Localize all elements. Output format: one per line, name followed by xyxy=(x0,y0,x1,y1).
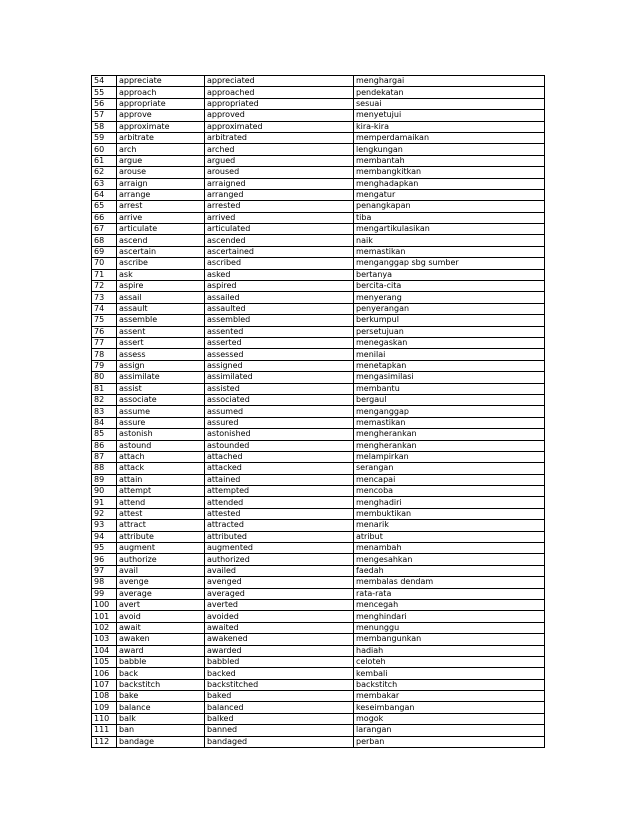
past-form-cell: authorized xyxy=(205,554,354,565)
past-form-cell: assisted xyxy=(205,383,354,394)
past-form-cell: averaged xyxy=(205,588,354,599)
meaning-cell: menghargai xyxy=(354,76,545,87)
row-number-cell: 107 xyxy=(92,679,117,690)
table-row xyxy=(92,372,545,383)
base-form-cell: attract xyxy=(117,520,205,531)
past-form-cell: assured xyxy=(205,417,354,428)
meaning-cell: bercita-cita xyxy=(354,281,545,292)
meaning-cell: hadiah xyxy=(354,645,545,656)
table-row xyxy=(92,201,545,212)
row-number-cell: 99 xyxy=(92,588,117,599)
base-form-cell: avert xyxy=(117,599,205,610)
row-number-cell: 101 xyxy=(92,611,117,622)
past-form-cell: arranged xyxy=(205,189,354,200)
base-form-cell: assess xyxy=(117,349,205,360)
row-number-cell: 61 xyxy=(92,155,117,166)
table-row xyxy=(92,691,545,702)
row-number-cell: 64 xyxy=(92,189,117,200)
base-form-cell: associate xyxy=(117,394,205,405)
past-form-cell: arraigned xyxy=(205,178,354,189)
base-form-cell: approach xyxy=(117,87,205,98)
row-number-cell: 90 xyxy=(92,486,117,497)
base-form-cell: avail xyxy=(117,565,205,576)
meaning-cell: menghadiri xyxy=(354,497,545,508)
meaning-cell: menghadapkan xyxy=(354,178,545,189)
row-number-cell: 108 xyxy=(92,691,117,702)
table-row xyxy=(92,110,545,121)
base-form-cell: attach xyxy=(117,451,205,462)
meaning-cell: membalas dendam xyxy=(354,577,545,588)
meaning-cell: naik xyxy=(354,235,545,246)
table-row xyxy=(92,736,545,747)
meaning-cell: keseimbangan xyxy=(354,702,545,713)
meaning-cell: bertanya xyxy=(354,269,545,280)
row-number-cell: 78 xyxy=(92,349,117,360)
row-number-cell: 80 xyxy=(92,372,117,383)
table-row xyxy=(92,531,545,542)
table-row xyxy=(92,622,545,633)
past-form-cell: awaited xyxy=(205,622,354,633)
past-form-cell: assented xyxy=(205,326,354,337)
base-form-cell: assent xyxy=(117,326,205,337)
base-form-cell: ascribe xyxy=(117,258,205,269)
row-number-cell: 59 xyxy=(92,132,117,143)
table-row xyxy=(92,725,545,736)
past-form-cell: awakened xyxy=(205,634,354,645)
row-number-cell: 86 xyxy=(92,440,117,451)
base-form-cell: arrive xyxy=(117,212,205,223)
row-number-cell: 103 xyxy=(92,634,117,645)
meaning-cell: mengherankan xyxy=(354,429,545,440)
past-form-cell: arrived xyxy=(205,212,354,223)
meaning-cell: melampirkan xyxy=(354,451,545,462)
past-form-cell: arched xyxy=(205,144,354,155)
meaning-cell: menilai xyxy=(354,349,545,360)
row-number-cell: 91 xyxy=(92,497,117,508)
table-row xyxy=(92,258,545,269)
meaning-cell: perban xyxy=(354,736,545,747)
meaning-cell: lengkungan xyxy=(354,144,545,155)
meaning-cell: menunggu xyxy=(354,622,545,633)
past-form-cell: backstitched xyxy=(205,679,354,690)
row-number-cell: 72 xyxy=(92,281,117,292)
base-form-cell: backstitch xyxy=(117,679,205,690)
base-form-cell: aspire xyxy=(117,281,205,292)
meaning-cell: menegaskan xyxy=(354,337,545,348)
past-form-cell: backed xyxy=(205,668,354,679)
table-row xyxy=(92,178,545,189)
meaning-cell: atribut xyxy=(354,531,545,542)
row-number-cell: 85 xyxy=(92,429,117,440)
past-form-cell: ascribed xyxy=(205,258,354,269)
base-form-cell: attribute xyxy=(117,531,205,542)
past-form-cell: bandaged xyxy=(205,736,354,747)
table-row xyxy=(92,497,545,508)
base-form-cell: approximate xyxy=(117,121,205,132)
meaning-cell: mencapai xyxy=(354,474,545,485)
table-row xyxy=(92,679,545,690)
table-row xyxy=(92,554,545,565)
row-number-cell: 66 xyxy=(92,212,117,223)
base-form-cell: augment xyxy=(117,543,205,554)
row-number-cell: 94 xyxy=(92,531,117,542)
past-form-cell: astonished xyxy=(205,429,354,440)
row-number-cell: 106 xyxy=(92,668,117,679)
meaning-cell: pendekatan xyxy=(354,87,545,98)
row-number-cell: 102 xyxy=(92,622,117,633)
row-number-cell: 98 xyxy=(92,577,117,588)
base-form-cell: appropriate xyxy=(117,98,205,109)
meaning-cell: menetapkan xyxy=(354,360,545,371)
verb-table-body xyxy=(92,76,545,748)
past-form-cell: assessed xyxy=(205,349,354,360)
base-form-cell: assume xyxy=(117,406,205,417)
row-number-cell: 79 xyxy=(92,360,117,371)
past-form-cell: aroused xyxy=(205,167,354,178)
base-form-cell: balk xyxy=(117,713,205,724)
meaning-cell: larangan xyxy=(354,725,545,736)
meaning-cell: membantah xyxy=(354,155,545,166)
table-row xyxy=(92,429,545,440)
past-form-cell: attributed xyxy=(205,531,354,542)
table-row xyxy=(92,167,545,178)
table-row xyxy=(92,702,545,713)
table-row xyxy=(92,611,545,622)
past-form-cell: ascertained xyxy=(205,246,354,257)
table-row xyxy=(92,189,545,200)
past-form-cell: attended xyxy=(205,497,354,508)
base-form-cell: ban xyxy=(117,725,205,736)
base-form-cell: babble xyxy=(117,656,205,667)
row-number-cell: 88 xyxy=(92,463,117,474)
base-form-cell: assemble xyxy=(117,315,205,326)
past-form-cell: balked xyxy=(205,713,354,724)
table-row xyxy=(92,98,545,109)
meaning-cell: memastikan xyxy=(354,246,545,257)
base-form-cell: award xyxy=(117,645,205,656)
past-form-cell: associated xyxy=(205,394,354,405)
past-form-cell: argued xyxy=(205,155,354,166)
table-row xyxy=(92,508,545,519)
row-number-cell: 71 xyxy=(92,269,117,280)
base-form-cell: articulate xyxy=(117,224,205,235)
table-row xyxy=(92,269,545,280)
base-form-cell: assure xyxy=(117,417,205,428)
past-form-cell: attempted xyxy=(205,486,354,497)
base-form-cell: assail xyxy=(117,292,205,303)
table-row xyxy=(92,668,545,679)
row-number-cell: 60 xyxy=(92,144,117,155)
past-form-cell: babbled xyxy=(205,656,354,667)
past-form-cell: avoided xyxy=(205,611,354,622)
past-form-cell: attracted xyxy=(205,520,354,531)
past-form-cell: assumed xyxy=(205,406,354,417)
row-number-cell: 68 xyxy=(92,235,117,246)
table-row xyxy=(92,440,545,451)
base-form-cell: approve xyxy=(117,110,205,121)
row-number-cell: 73 xyxy=(92,292,117,303)
table-row xyxy=(92,235,545,246)
row-number-cell: 95 xyxy=(92,543,117,554)
table-row xyxy=(92,132,545,143)
base-form-cell: argue xyxy=(117,155,205,166)
row-number-cell: 89 xyxy=(92,474,117,485)
base-form-cell: arraign xyxy=(117,178,205,189)
past-form-cell: approximated xyxy=(205,121,354,132)
table-row xyxy=(92,212,545,223)
base-form-cell: astound xyxy=(117,440,205,451)
table-row xyxy=(92,543,545,554)
base-form-cell: assist xyxy=(117,383,205,394)
table-row xyxy=(92,656,545,667)
meaning-cell: faedah xyxy=(354,565,545,576)
row-number-cell: 77 xyxy=(92,337,117,348)
row-number-cell: 62 xyxy=(92,167,117,178)
meaning-cell: menyetujui xyxy=(354,110,545,121)
meaning-cell: memastikan xyxy=(354,417,545,428)
base-form-cell: balance xyxy=(117,702,205,713)
meaning-cell: membuktikan xyxy=(354,508,545,519)
row-number-cell: 81 xyxy=(92,383,117,394)
row-number-cell: 82 xyxy=(92,394,117,405)
base-form-cell: assert xyxy=(117,337,205,348)
past-form-cell: assigned xyxy=(205,360,354,371)
row-number-cell: 110 xyxy=(92,713,117,724)
past-form-cell: arrested xyxy=(205,201,354,212)
row-number-cell: 93 xyxy=(92,520,117,531)
base-form-cell: bake xyxy=(117,691,205,702)
meaning-cell: serangan xyxy=(354,463,545,474)
table-row xyxy=(92,155,545,166)
base-form-cell: back xyxy=(117,668,205,679)
meaning-cell: mengatur xyxy=(354,189,545,200)
base-form-cell: attempt xyxy=(117,486,205,497)
table-row xyxy=(92,87,545,98)
past-form-cell: astounded xyxy=(205,440,354,451)
table-row xyxy=(92,520,545,531)
base-form-cell: arrest xyxy=(117,201,205,212)
meaning-cell: tiba xyxy=(354,212,545,223)
base-form-cell: authorize xyxy=(117,554,205,565)
row-number-cell: 54 xyxy=(92,76,117,87)
meaning-cell: berkumpul xyxy=(354,315,545,326)
past-form-cell: banned xyxy=(205,725,354,736)
row-number-cell: 63 xyxy=(92,178,117,189)
past-form-cell: balanced xyxy=(205,702,354,713)
base-form-cell: ascertain xyxy=(117,246,205,257)
table-row xyxy=(92,349,545,360)
table-row xyxy=(92,76,545,87)
base-form-cell: avoid xyxy=(117,611,205,622)
meaning-cell: sesuai xyxy=(354,98,545,109)
meaning-cell: membakar xyxy=(354,691,545,702)
row-number-cell: 70 xyxy=(92,258,117,269)
base-form-cell: assign xyxy=(117,360,205,371)
row-number-cell: 76 xyxy=(92,326,117,337)
row-number-cell: 84 xyxy=(92,417,117,428)
meaning-cell: memperdamaikan xyxy=(354,132,545,143)
base-form-cell: arch xyxy=(117,144,205,155)
row-number-cell: 65 xyxy=(92,201,117,212)
meaning-cell: menganggap xyxy=(354,406,545,417)
row-number-cell: 83 xyxy=(92,406,117,417)
table-row xyxy=(92,144,545,155)
meaning-cell: menyerang xyxy=(354,292,545,303)
base-form-cell: arbitrate xyxy=(117,132,205,143)
table-row xyxy=(92,599,545,610)
row-number-cell: 109 xyxy=(92,702,117,713)
table-row xyxy=(92,588,545,599)
base-form-cell: ascend xyxy=(117,235,205,246)
meaning-cell: mengartikulasikan xyxy=(354,224,545,235)
meaning-cell: penyerangan xyxy=(354,303,545,314)
row-number-cell: 97 xyxy=(92,565,117,576)
row-number-cell: 92 xyxy=(92,508,117,519)
past-form-cell: attached xyxy=(205,451,354,462)
past-form-cell: assaulted xyxy=(205,303,354,314)
past-form-cell: approved xyxy=(205,110,354,121)
row-number-cell: 104 xyxy=(92,645,117,656)
table-row xyxy=(92,406,545,417)
table-row xyxy=(92,474,545,485)
row-number-cell: 57 xyxy=(92,110,117,121)
meaning-cell: membangkitkan xyxy=(354,167,545,178)
table-row xyxy=(92,224,545,235)
meaning-cell: mengasimilasi xyxy=(354,372,545,383)
base-form-cell: await xyxy=(117,622,205,633)
base-form-cell: bandage xyxy=(117,736,205,747)
past-form-cell: averted xyxy=(205,599,354,610)
base-form-cell: attest xyxy=(117,508,205,519)
table-row xyxy=(92,577,545,588)
meaning-cell: membantu xyxy=(354,383,545,394)
past-form-cell: articulated xyxy=(205,224,354,235)
table-row xyxy=(92,383,545,394)
meaning-cell: mencoba xyxy=(354,486,545,497)
meaning-cell: mengesahkan xyxy=(354,554,545,565)
table-row xyxy=(92,645,545,656)
past-form-cell: availed xyxy=(205,565,354,576)
row-number-cell: 112 xyxy=(92,736,117,747)
row-number-cell: 87 xyxy=(92,451,117,462)
meaning-cell: mogok xyxy=(354,713,545,724)
meaning-cell: celoteh xyxy=(354,656,545,667)
base-form-cell: appreciate xyxy=(117,76,205,87)
row-number-cell: 100 xyxy=(92,599,117,610)
meaning-cell: penangkapan xyxy=(354,201,545,212)
table-row xyxy=(92,315,545,326)
meaning-cell: bergaul xyxy=(354,394,545,405)
row-number-cell: 75 xyxy=(92,315,117,326)
past-form-cell: attacked xyxy=(205,463,354,474)
table-row xyxy=(92,634,545,645)
base-form-cell: assault xyxy=(117,303,205,314)
table-row xyxy=(92,565,545,576)
past-form-cell: aspired xyxy=(205,281,354,292)
meaning-cell: backstitch xyxy=(354,679,545,690)
table-row xyxy=(92,281,545,292)
table-row xyxy=(92,326,545,337)
base-form-cell: average xyxy=(117,588,205,599)
past-form-cell: attained xyxy=(205,474,354,485)
past-form-cell: appreciated xyxy=(205,76,354,87)
meaning-cell: menambah xyxy=(354,543,545,554)
meaning-cell: kira-kira xyxy=(354,121,545,132)
table-row xyxy=(92,292,545,303)
table-row xyxy=(92,417,545,428)
base-form-cell: ask xyxy=(117,269,205,280)
table-row xyxy=(92,713,545,724)
row-number-cell: 105 xyxy=(92,656,117,667)
table-row xyxy=(92,463,545,474)
row-number-cell: 56 xyxy=(92,98,117,109)
past-form-cell: awarded xyxy=(205,645,354,656)
base-form-cell: assimilate xyxy=(117,372,205,383)
row-number-cell: 74 xyxy=(92,303,117,314)
past-form-cell: asserted xyxy=(205,337,354,348)
past-form-cell: appropriated xyxy=(205,98,354,109)
table-row xyxy=(92,246,545,257)
meaning-cell: menganggap sbg sumber xyxy=(354,258,545,269)
past-form-cell: asked xyxy=(205,269,354,280)
table-row xyxy=(92,337,545,348)
past-form-cell: assembled xyxy=(205,315,354,326)
verb-table xyxy=(91,75,545,748)
base-form-cell: attain xyxy=(117,474,205,485)
table-row xyxy=(92,360,545,371)
meaning-cell: menarik xyxy=(354,520,545,531)
past-form-cell: attested xyxy=(205,508,354,519)
row-number-cell: 55 xyxy=(92,87,117,98)
past-form-cell: augmented xyxy=(205,543,354,554)
meaning-cell: mengherankan xyxy=(354,440,545,451)
base-form-cell: astonish xyxy=(117,429,205,440)
row-number-cell: 67 xyxy=(92,224,117,235)
base-form-cell: awaken xyxy=(117,634,205,645)
past-form-cell: assimilated xyxy=(205,372,354,383)
meaning-cell: membangunkan xyxy=(354,634,545,645)
row-number-cell: 69 xyxy=(92,246,117,257)
meaning-cell: rata-rata xyxy=(354,588,545,599)
meaning-cell: mencegah xyxy=(354,599,545,610)
row-number-cell: 96 xyxy=(92,554,117,565)
row-number-cell: 58 xyxy=(92,121,117,132)
past-form-cell: baked xyxy=(205,691,354,702)
past-form-cell: arbitrated xyxy=(205,132,354,143)
table-row xyxy=(92,451,545,462)
base-form-cell: avenge xyxy=(117,577,205,588)
meaning-cell: kembali xyxy=(354,668,545,679)
table-row xyxy=(92,303,545,314)
past-form-cell: ascended xyxy=(205,235,354,246)
base-form-cell: attack xyxy=(117,463,205,474)
past-form-cell: approached xyxy=(205,87,354,98)
row-number-cell: 111 xyxy=(92,725,117,736)
meaning-cell: persetujuan xyxy=(354,326,545,337)
table-row xyxy=(92,486,545,497)
table-row xyxy=(92,121,545,132)
meaning-cell: menghindari xyxy=(354,611,545,622)
past-form-cell: assailed xyxy=(205,292,354,303)
base-form-cell: arrange xyxy=(117,189,205,200)
base-form-cell: arouse xyxy=(117,167,205,178)
past-form-cell: avenged xyxy=(205,577,354,588)
base-form-cell: attend xyxy=(117,497,205,508)
table-row xyxy=(92,394,545,405)
